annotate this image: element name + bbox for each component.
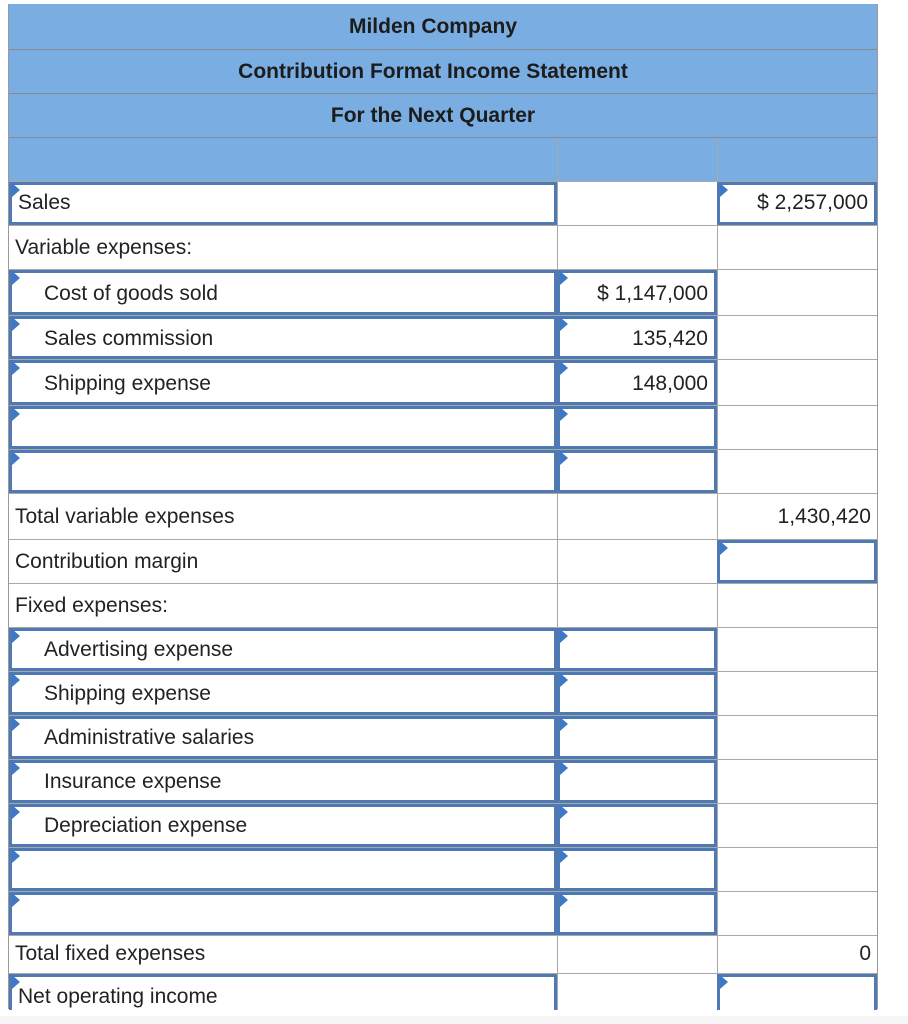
dropdown-flag-icon [12,761,20,775]
variable-expenses-label: Variable expenses: [15,236,193,259]
dropdown-flag-icon [720,541,728,555]
net-operating-income-row [9,974,877,1010]
sales-amount: $ 2,257,000 [757,191,868,214]
column-header-amount-2 [717,138,877,181]
total-variable-amount: 1,430,420 [777,505,871,528]
contribution-margin-cell [9,540,557,583]
dropdown-flag-icon [12,407,20,421]
dropdown-flag-icon [560,451,568,465]
company-name: Milden Company [348,15,517,38]
cogs-row [9,270,877,316]
blank-fixed-amount-input-1[interactable] [557,848,717,891]
insurance-label-input[interactable] [9,760,557,803]
admin-salaries-label-input[interactable] [9,716,557,759]
sales-commission-row [9,316,877,360]
sales-commission-label: Sales commission [44,327,214,350]
total-variable-label: Total variable expenses [15,505,235,528]
page-bottom-strip [0,1016,908,1024]
dropdown-flag-icon [560,761,568,775]
dropdown-flag-icon [12,673,20,687]
shipping-variable-row [9,360,877,406]
sales-commission-amount-input[interactable] [557,316,717,359]
advertising-label: Advertising expense [44,638,234,661]
dropdown-flag-icon [720,975,728,989]
empty-cell [717,892,877,935]
sales-label-input[interactable] [9,182,557,225]
dropdown-flag-icon [560,849,568,863]
total-variable-amount-cell [717,494,877,539]
sales-commission-label-input[interactable] [9,316,557,359]
advertising-label-input[interactable] [9,628,557,671]
advertising-amount-input[interactable] [557,628,717,671]
empty-cell [717,760,877,803]
total-fixed-amount: 0 [859,942,871,965]
empty-cell [717,316,877,359]
cogs-amount-input[interactable] [557,270,717,315]
shipping-variable-amount: 148,000 [632,372,708,395]
insurance-row [9,760,877,804]
total-fixed-label: Total fixed expenses [15,942,206,965]
contribution-margin-row [9,540,877,584]
statement-period: For the Next Quarter [330,104,536,127]
dropdown-flag-icon [560,673,568,687]
cogs-label: Cost of goods sold [44,282,218,305]
cogs-amount: $ 1,147,000 [597,282,708,305]
dropdown-flag-icon [560,717,568,731]
total-variable-row [9,494,877,540]
empty-cell [717,450,877,493]
sales-commission-amount: 135,420 [632,327,708,350]
blank-variable-amount-input-2[interactable] [557,450,717,493]
depreciation-label-input[interactable] [9,804,557,847]
blank-fixed-amount-input-2[interactable] [557,892,717,935]
dropdown-flag-icon [560,317,568,331]
fixed-expenses-label: Fixed expenses: [15,594,168,617]
total-variable-cell [9,494,557,539]
dropdown-flag-icon [560,361,568,375]
blank-variable-label-input-2[interactable] [9,450,557,493]
fixed-expenses-row [9,584,877,628]
column-header-amount-1 [557,138,717,181]
insurance-label: Insurance expense [44,770,222,793]
net-operating-income-label-input[interactable] [9,974,557,1010]
shipping-variable-label: Shipping expense [44,372,211,395]
admin-salaries-label: Administrative salaries [44,726,255,749]
shipping-fixed-label-input[interactable] [9,672,557,715]
variable-expenses-row [9,226,877,270]
empty-cell [717,628,877,671]
insurance-amount-input[interactable] [557,760,717,803]
total-fixed-cell [9,936,557,973]
empty-cell [557,494,717,539]
empty-cell [557,540,717,583]
variable-expenses-cell [9,226,557,269]
dropdown-flag-icon [560,805,568,819]
total-fixed-amount-cell [717,936,877,973]
empty-cell [717,406,877,449]
empty-cell [717,716,877,759]
contribution-margin-amount-input[interactable] [717,540,877,583]
admin-salaries-row [9,716,877,760]
dropdown-flag-icon [560,271,568,285]
depreciation-row [9,804,877,848]
dropdown-flag-icon [12,849,20,863]
column-header-row [9,138,877,182]
cogs-label-input[interactable] [9,270,557,315]
shipping-fixed-label: Shipping expense [44,682,211,705]
empty-cell [717,848,877,891]
shipping-fixed-row [9,672,877,716]
dropdown-flag-icon [12,805,20,819]
statement-title-header [9,50,877,94]
dropdown-flag-icon [12,361,20,375]
fixed-expenses-cell [9,584,557,627]
column-header-label [9,138,557,181]
empty-cell [717,804,877,847]
advertising-row [9,628,877,672]
sales-label: Sales [18,191,71,214]
empty-cell [557,226,717,269]
shipping-variable-label-input[interactable] [9,360,557,405]
sales-amount-input[interactable] [717,182,877,225]
empty-cell [557,936,717,973]
depreciation-label: Depreciation expense [44,814,248,837]
income-statement-table [8,4,878,1009]
blank-variable-row-2 [9,450,877,494]
empty-cell [717,360,877,405]
dropdown-flag-icon [12,717,20,731]
sales-amount-col2 [557,182,717,225]
dropdown-flag-icon [560,407,568,421]
blank-fixed-row-1 [9,848,877,892]
dropdown-flag-icon [560,893,568,907]
blank-fixed-label-input-1[interactable] [9,848,557,891]
dropdown-flag-icon [560,629,568,643]
period-header [9,94,877,138]
dropdown-flag-icon [12,893,20,907]
blank-variable-label-input-1[interactable] [9,406,557,449]
dropdown-flag-icon [12,271,20,285]
shipping-variable-amount-input[interactable] [557,360,717,405]
dropdown-flag-icon [12,451,20,465]
net-operating-income-label: Net operating income [18,985,218,1008]
empty-cell [557,584,717,627]
blank-variable-amount-input-1[interactable] [557,406,717,449]
blank-fixed-label-input-2[interactable] [9,892,557,935]
empty-cell [557,974,717,1010]
empty-cell [717,584,877,627]
empty-cell [717,270,877,315]
total-fixed-row [9,936,877,974]
empty-cell [717,672,877,715]
admin-salaries-amount-input[interactable] [557,716,717,759]
blank-fixed-row-2 [9,892,877,936]
blank-variable-row-1 [9,406,877,450]
sales-row [9,182,877,226]
statement-title: Contribution Format Income Statement [238,60,628,83]
contribution-margin-label: Contribution margin [15,550,199,573]
empty-cell [717,226,877,269]
dropdown-flag-icon [12,629,20,643]
depreciation-amount-input[interactable] [557,804,717,847]
shipping-fixed-amount-input[interactable] [557,672,717,715]
company-name-header [9,4,877,50]
dropdown-flag-icon [12,317,20,331]
net-operating-income-amount-input[interactable] [717,974,877,1010]
dropdown-flag-icon [720,183,728,197]
